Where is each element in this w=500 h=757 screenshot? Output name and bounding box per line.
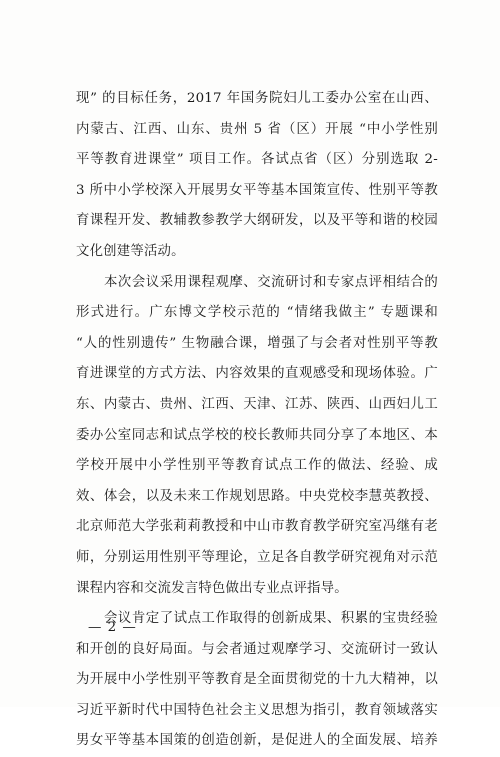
text-line: 师，分别运用性别平等理论，立足各自教学研究视角对示范 [76, 549, 438, 565]
text-line: 3 所中小学校深入开展男女平等基本国策宣传、性别平等教 [76, 182, 438, 198]
text-line: 文化创建等活动。 [76, 243, 185, 259]
text-line: 育进课堂的方式方法、内容效果的直观感受和现场体验。广 [76, 366, 438, 382]
body-text [76, 84, 438, 757]
text-line: 为开展中小学性别平等教育是全面贯彻党的十九大精神，以 [76, 672, 438, 688]
text-line: 现” 的目标任务，2017 年国务院妇儿工委办公室在山西、 [76, 91, 438, 106]
text-line: 内蒙古、江西、山东、贵州 5 省（区）开展 “中小学性别 [76, 121, 438, 137]
text-line: 会议肯定了试点工作取得的创新成果、积累的宝贵经验 [104, 611, 438, 627]
text-line: 平等教育进课堂” 项目工作。各试点省（区）分别选取 2- [76, 152, 438, 168]
text-line: 本次会议采用课程观摩、交流研讨和专家点评相结合的 [104, 274, 438, 290]
text-line: 和开创的良好局面。与会者通过观摩学习、交流研讨一致认 [76, 641, 438, 657]
text-line: “人的性别遗传” 生物融合课，增强了与会者对性别平等教 [76, 335, 438, 351]
text-line: 北京师范大学张莉莉教授和中山市教育教学研究室冯继有老 [76, 519, 438, 535]
paragraph-1 [76, 84, 438, 268]
text-line: 习近平新时代中国特色社会主义思想为指引，教育领域落实 [76, 702, 438, 718]
text-line: 学校开展中小学性别平等教育试点工作的做法、经验、成 [76, 458, 438, 474]
text-line: 形式进行。广东博文学校示范的 “情绪我做主” 专题课和 [76, 305, 438, 321]
page-number: — 2 — [88, 620, 137, 635]
text-line: 男女平等基本国策的创造创新，是促进人的全面发展、培养 [76, 733, 438, 749]
text-line: 育课程开发、教辅教参教学大纲研发，以及平等和谐的校园 [76, 213, 438, 229]
paragraph-2 [76, 268, 438, 605]
text-line: 委办公室同志和试点学校的校长教师共同分享了本地区、本 [76, 427, 438, 443]
text-line: 东、内蒙古、贵州、江西、天津、江苏、陕西、山西妇儿工 [76, 396, 438, 412]
text-line: 效、体会，以及未来工作规划思路。中央党校李慧英教授、 [76, 488, 438, 504]
text-line: 课程内容和交流发言特色做出专业点评指导。 [76, 580, 348, 596]
